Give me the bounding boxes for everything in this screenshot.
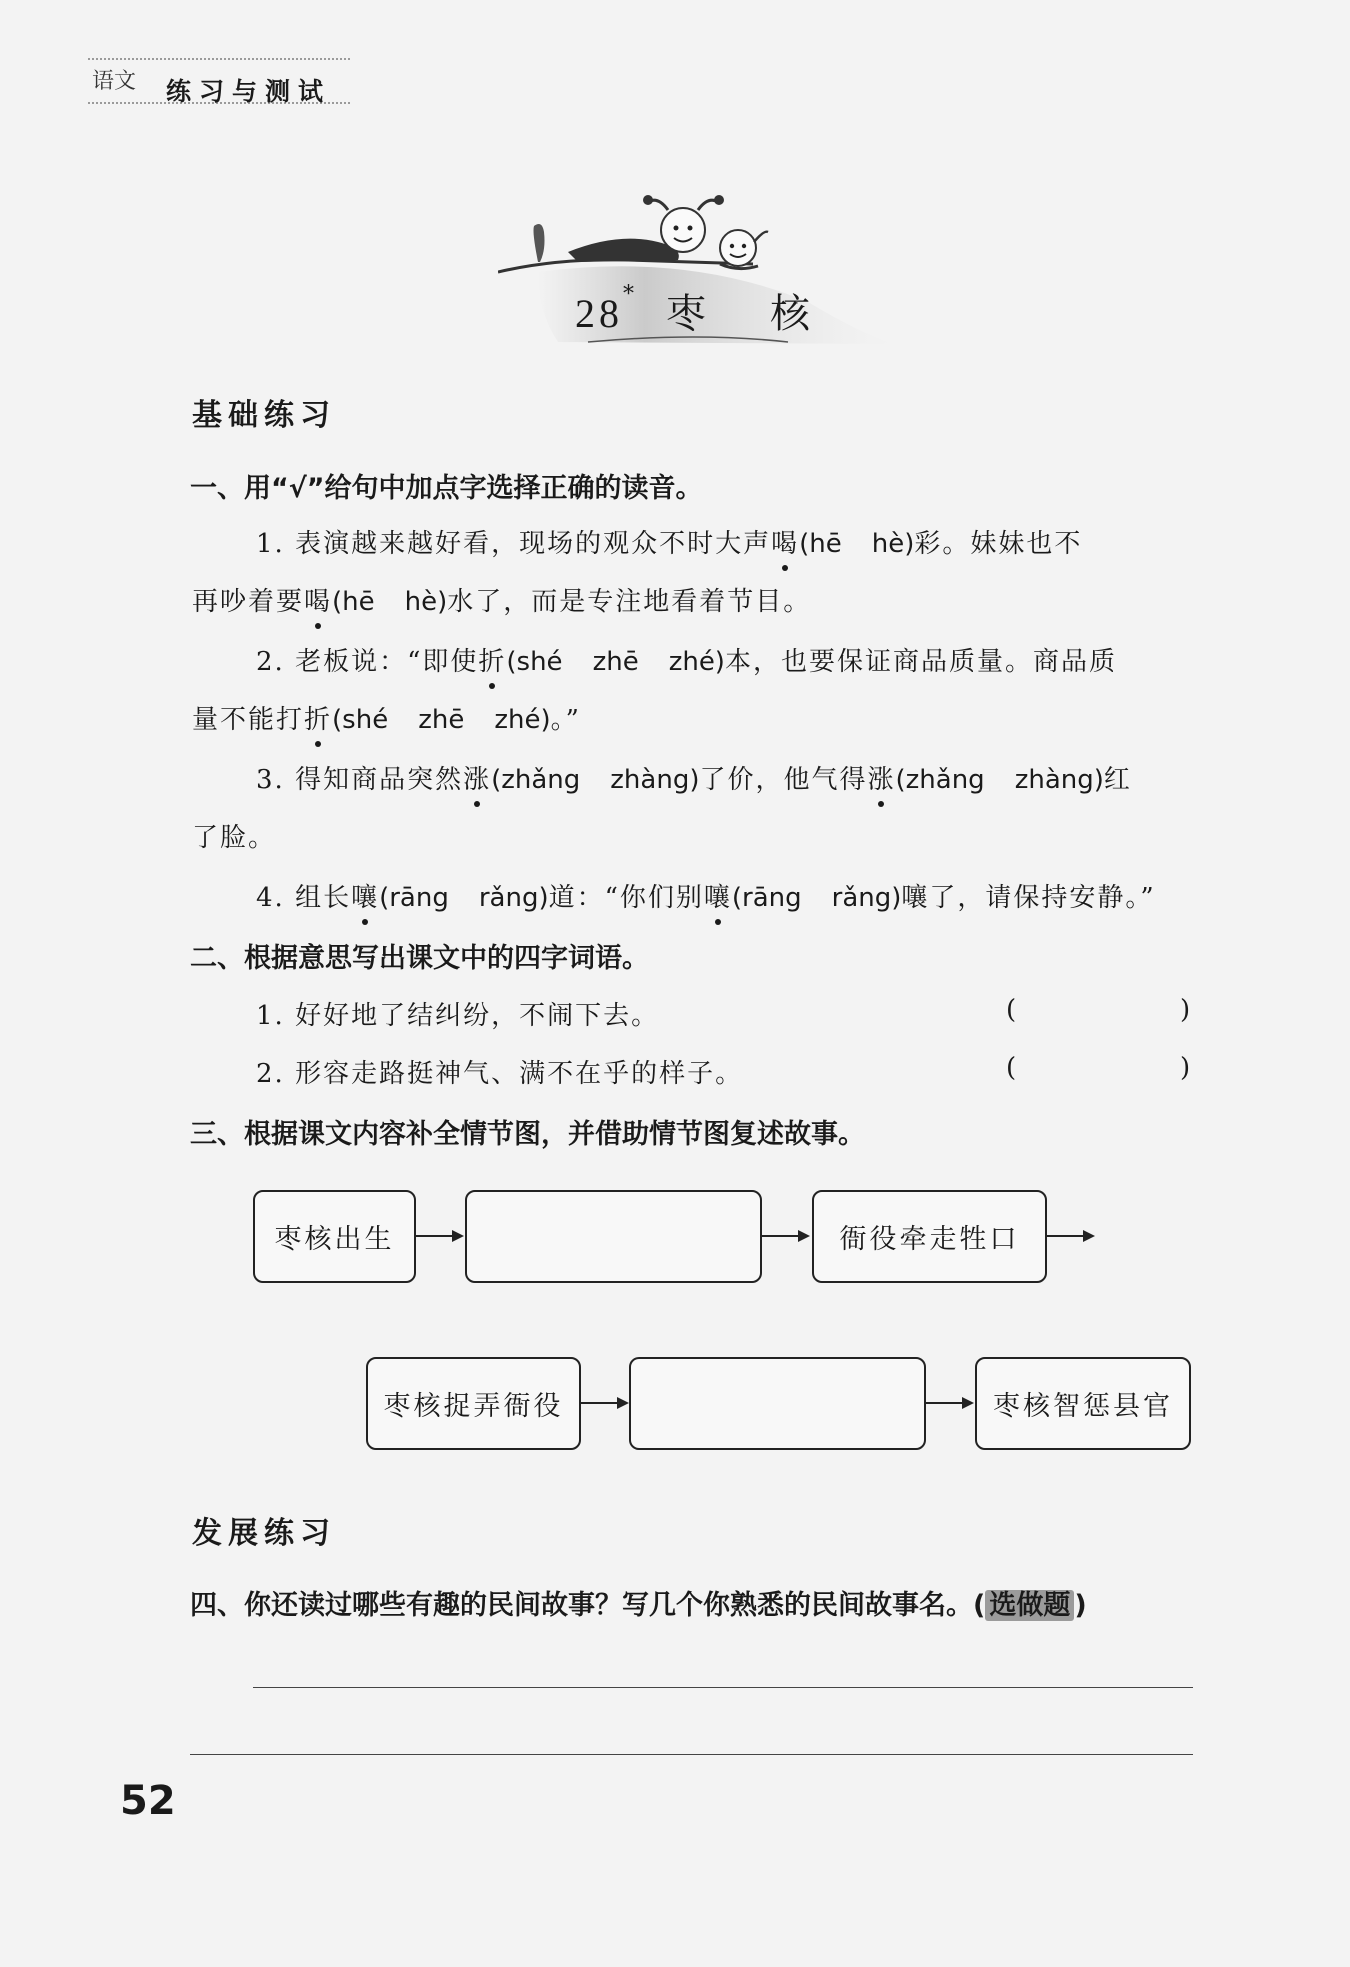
plot-box-5-blank[interactable] xyxy=(629,1357,926,1450)
section-development-practice: 发展练习 xyxy=(192,1516,336,1551)
pinyin-option: (zhǎng xyxy=(491,765,581,795)
q1-item-2-line-2: 量不能打折(shé zhē zhé)。” xyxy=(192,705,581,735)
pinyin-option: (hē xyxy=(332,587,375,617)
plot-box-6: 枣核智惩县官 xyxy=(975,1357,1191,1450)
dotted-char: 喝 xyxy=(771,529,800,559)
plot-box-1: 枣核出生 xyxy=(253,1190,416,1283)
q2-item-2-open-paren: ( xyxy=(1006,1053,1017,1083)
lesson-title-char-1: 枣 xyxy=(666,291,710,337)
q1-item-4-line-1: 4. 组长嚷(rāng rǎng)道：“你们别嚷(rāng rǎng)嚷了，请保持安静。” xyxy=(256,883,1156,913)
plot-box-4: 枣核捉弄衙役 xyxy=(366,1357,581,1450)
arrow-right-icon xyxy=(926,1393,976,1413)
dotted-char: 折 xyxy=(304,705,333,735)
arrow-right-icon xyxy=(762,1226,812,1246)
header-subject: 语文 xyxy=(92,69,137,94)
pinyin-option: zhàng) xyxy=(610,765,700,795)
question-1-heading: 一、用“√”给句中加点字选择正确的读音。 xyxy=(190,473,703,504)
section-basic-practice: 基础练习 xyxy=(192,398,336,433)
arrow-right-icon xyxy=(581,1393,631,1413)
question-2-heading: 二、根据意思写出课文中的四字词语。 xyxy=(190,943,649,974)
lesson-title xyxy=(575,282,814,339)
pinyin-option: zhē xyxy=(592,647,639,677)
q1-item-3-line-2: 了脸。 xyxy=(192,823,277,853)
q2-item-1-answer-blank[interactable] xyxy=(1030,992,1175,1030)
plot-box-2-blank[interactable] xyxy=(465,1190,762,1283)
plot-box-3: 衙役牵走牲口 xyxy=(812,1190,1047,1283)
q2-item-2: 2. 形容走路挺神气、满不在乎的样子。 xyxy=(256,1059,744,1089)
answer-line-1[interactable] xyxy=(253,1687,1193,1688)
pinyin-option: (shé xyxy=(506,647,563,677)
q1-item-1-line-2: 再吵着要喝(hē hè)水了，而是专注地看着节目。 xyxy=(192,587,812,617)
dotted-char: 嚷 xyxy=(703,883,732,913)
q2-item-1-open-paren: ( xyxy=(1006,995,1017,1025)
pinyin-option: hè) xyxy=(404,587,448,617)
pinyin-option: (rāng xyxy=(379,883,449,913)
pinyin-option: rǎng) xyxy=(478,883,549,913)
dotted-char: 喝 xyxy=(304,587,333,617)
arrow-right-icon xyxy=(1047,1226,1097,1246)
pinyin-option: hè) xyxy=(871,529,915,559)
optional-question-tag: 选做题 xyxy=(985,1590,1074,1621)
q2-item-2-close-paren: ) xyxy=(1180,1053,1191,1083)
dotted-char: 涨 xyxy=(463,765,492,795)
pinyin-option: zhàng) xyxy=(1014,765,1104,795)
pinyin-option: (hē xyxy=(799,529,842,559)
dotted-char: 涨 xyxy=(867,765,896,795)
optional-lesson-mark: * xyxy=(623,282,638,307)
dotted-char: 折 xyxy=(478,647,507,677)
arrow-right-icon xyxy=(416,1226,466,1246)
q1-item-1-line-1: 1. 表演越来越好看，现场的观众不时大声喝(hē hè)彩。妹妹也不 xyxy=(256,529,1083,559)
q1-item-2-line-1: 2. 老板说：“即使折(shé zhē zhé)本，也要保证商品质量。商品质 xyxy=(256,647,1117,677)
q2-item-1-close-paren: ) xyxy=(1180,995,1191,1025)
q1-item-3-line-1: 3. 得知商品突然涨(zhǎng zhàng)了价，他气得涨(zhǎng zhàng)红 xyxy=(256,765,1132,795)
answer-line-2[interactable] xyxy=(190,1754,1193,1755)
header-book-title: 练习与测试 xyxy=(166,77,332,106)
q2-item-1: 1. 好好地了结纠纷，不闹下去。 xyxy=(256,1001,660,1031)
dotted-char: 嚷 xyxy=(351,883,380,913)
lesson-number: 28 xyxy=(575,291,623,336)
pinyin-option: (shé xyxy=(332,705,389,735)
pinyin-option: zhé) xyxy=(668,647,725,677)
pinyin-option: zhē xyxy=(418,705,465,735)
pinyin-option: rǎng) xyxy=(831,883,902,913)
pinyin-option: (zhǎng xyxy=(895,765,985,795)
question-3-heading: 三、根据课文内容补全情节图，并借助情节图复述故事。 xyxy=(190,1119,865,1150)
q2-item-2-answer-blank[interactable] xyxy=(1030,1050,1175,1088)
question-4-heading: 四、你还读过哪些有趣的民间故事？写几个你熟悉的民间故事名。( 选做题 ) xyxy=(190,1590,1087,1621)
page-number: 52 xyxy=(120,1778,176,1824)
lesson-title-char-2: 核 xyxy=(770,291,814,337)
pinyin-option: (rāng xyxy=(731,883,802,913)
pinyin-option: zhé) xyxy=(494,705,551,735)
